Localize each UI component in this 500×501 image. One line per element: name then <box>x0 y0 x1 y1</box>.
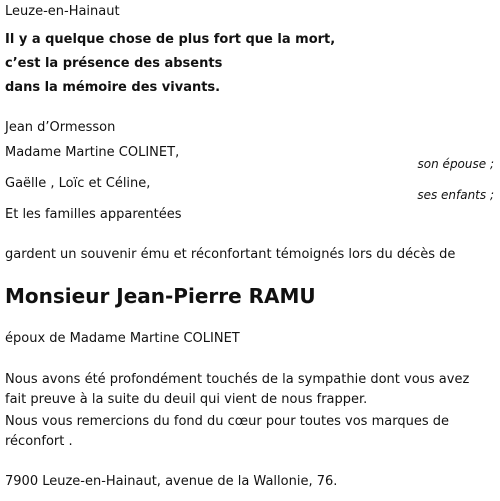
intro-line: gardent un souvenir ému et réconfortant témoignés lors du décès de <box>5 247 456 262</box>
thanks-paragraph-1: Nous avons été profondément touchés de la sympathie dont vous avez fait preuve à la suite du deuil qui vient de nous frapper. <box>5 372 470 407</box>
children-role: ses enfants ; <box>417 188 494 202</box>
quote-line-3: dans la mémoire des vivants. <box>5 80 221 95</box>
spouse-role: son épouse ; <box>417 157 494 171</box>
children-names: Gaëlle , Loïc et Céline, <box>5 176 151 191</box>
deceased-name: Monsieur Jean-Pierre RAMU <box>5 284 316 308</box>
spouse-name: Madame Martine COLINET, <box>5 145 180 160</box>
relatives-line: Et les familles apparentées <box>5 207 182 222</box>
quote-line-2: c’est la présence des absents <box>5 56 223 71</box>
address-line: 7900 Leuze-en-Hainaut, avenue de la Wallonie, 76. <box>5 474 338 489</box>
quote-line-1: Il y a quelque chose de plus fort que la mort, <box>5 32 336 47</box>
spouse-line: époux de Madame Martine COLINET <box>5 331 240 346</box>
location-header: Leuze-en-Hainaut <box>5 4 120 19</box>
quote-author: Jean d’Ormesson <box>5 120 116 135</box>
thanks-paragraph-2: Nous vous remercions du fond du cœur pour toutes vos marques de réconfort . <box>5 414 449 449</box>
